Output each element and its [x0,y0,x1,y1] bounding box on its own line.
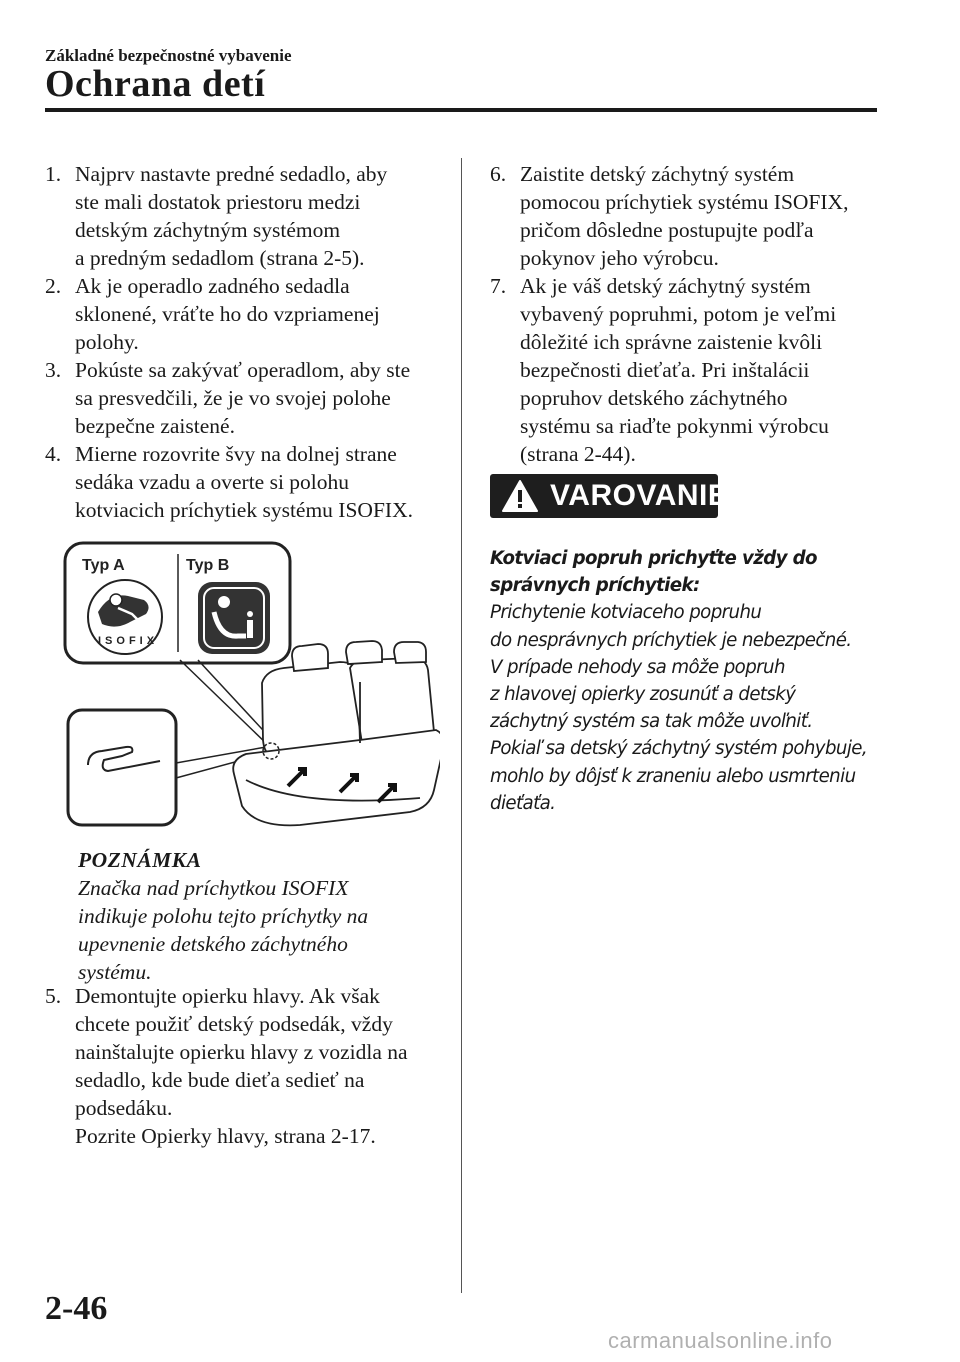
step-line: polohy. [75,330,139,354]
warning-triangle-icon [500,478,540,514]
step-7 [490,272,880,468]
step-number: 3. [45,358,62,382]
warning-line: Pokiaľ sa detský záchytný systém pohybuje, [490,738,868,760]
step-3 [45,356,445,440]
warning-line: Prichytenie kotviaceho popruhu [490,602,762,624]
step-line: kotviacich príchytiek systému ISOFIX. [75,498,413,522]
type-a-label: Typ A [82,557,125,574]
step-2 [45,272,445,356]
step-line: sa presvedčili, že je vo svojej polohe [75,386,391,410]
note-line: Značka nad príchytkou ISOFIX [78,876,349,900]
step-line: Mierne rozovrite švy na dolnej strane [75,442,397,466]
step-line: Demontujte opierku hlavy. Ak však [75,984,380,1008]
step-line: detským záchytným systémom [75,218,341,242]
warning-bold-line: správnych príchytiek: [490,575,700,597]
note-block [78,846,438,986]
step-line: Zaistite detský záchytný systém [520,162,795,186]
step-line: popruhov detského záchytného [520,386,788,410]
step-line: sedadlo, kde bude dieťa sedieť na [75,1068,365,1092]
step-number: 2. [45,274,62,298]
isofix-type-b-icon [198,582,270,654]
step-line: chcete použiť detský podsedák, vždy [75,1012,393,1036]
warning-line: záchytný systém sa tak môže uvoľniť. [490,711,813,733]
step-6 [490,160,880,272]
type-b-label: Typ B [186,557,230,574]
step-line: Ak je váš detský záchytný systém [520,274,811,298]
step-number: 6. [490,162,507,186]
step-5 [45,982,445,1150]
step-number: 4. [45,442,62,466]
isofix-seat-illustration [60,540,440,830]
warning-line: z hlavovej opierky zosunúť a detský [490,684,796,706]
section-label: Základné bezpečnostné vybavenie [45,46,292,65]
note-line: indikuje polohu tejto príchytky na [78,904,369,928]
step-line: (strana 2-44). [520,442,636,466]
step-1 [45,160,445,272]
step-line: sklonené, vráťte ho do vzpriamenej [75,302,380,326]
step-line: podsedáku. [75,1096,173,1120]
warning-line: V prípade nehody sa môže popruh [490,656,785,678]
left-steps [45,160,445,524]
step-line: nainštalujte opierku hlavy z vozidla na [75,1040,408,1064]
callout-pointer [180,660,270,747]
isofix-arc-text: ISOFIX [98,635,159,647]
right-steps [490,160,880,468]
column-divider [461,158,462,1293]
step-line: Ak je operadlo zadného sedadla [75,274,350,298]
step-line: a predným sedadlom (strana 2-5). [75,246,365,270]
step-line: ste mali dostatok priestoru medzi [75,190,361,214]
warning-line: mohlo by dôjsť k zraneniu alebo usmrteniu [490,765,856,787]
note-line: upevnenie detského záchytného [78,932,348,956]
title-rule [45,108,877,112]
note-heading: POZNÁMKA [78,848,202,872]
step-line: vybavený popruhmi, potom je veľmi [520,302,837,326]
step-line: Najprv nastavte predné sedadlo, aby [75,162,388,186]
step-4 [45,440,445,524]
step-line: sedáka vzadu a overte si polohu [75,470,350,494]
page-title: Ochrana detí [45,63,266,105]
page-number: 2-46 [45,1290,108,1327]
warning-bold-line: Kotviaci popruh prichyťte vždy do [490,548,817,569]
step-line: pomocou príchytiek systému ISOFIX, [520,190,849,214]
step-line: bezpečnosti dieťaťa. Pri inštalácii [520,358,810,382]
watermark: carmanualsonline.info [608,1328,833,1353]
isofix-type-a-icon [88,580,162,654]
step-line: systému sa riaďte pokynmi výrobcu [520,414,829,438]
step-line: dôležité ich správne zaistenie kvôli [520,330,823,354]
warning-line: dieťaťa. [490,792,556,814]
step-number: 5. [45,984,62,1008]
step-line: Pozrite Opierky hlavy, strana 2-17. [75,1124,376,1148]
step-number: 7. [490,274,507,298]
note-line: systému. [78,960,152,984]
rear-seat-drawing [233,641,440,825]
step-line: Pokúste sa zakývať operadlom, aby ste [75,358,411,382]
warning-label: VAROVANIE [550,479,729,512]
step-line: pokynov jeho výrobcu. [520,246,719,270]
step-line: pričom dôsledne postupujte podľa [520,218,814,242]
warning-body [490,545,880,817]
step-line: bezpečne zaistené. [75,414,235,438]
step-number: 1. [45,162,62,186]
warning-line: do nesprávnych príchytiek je nebezpečné. [490,629,852,651]
